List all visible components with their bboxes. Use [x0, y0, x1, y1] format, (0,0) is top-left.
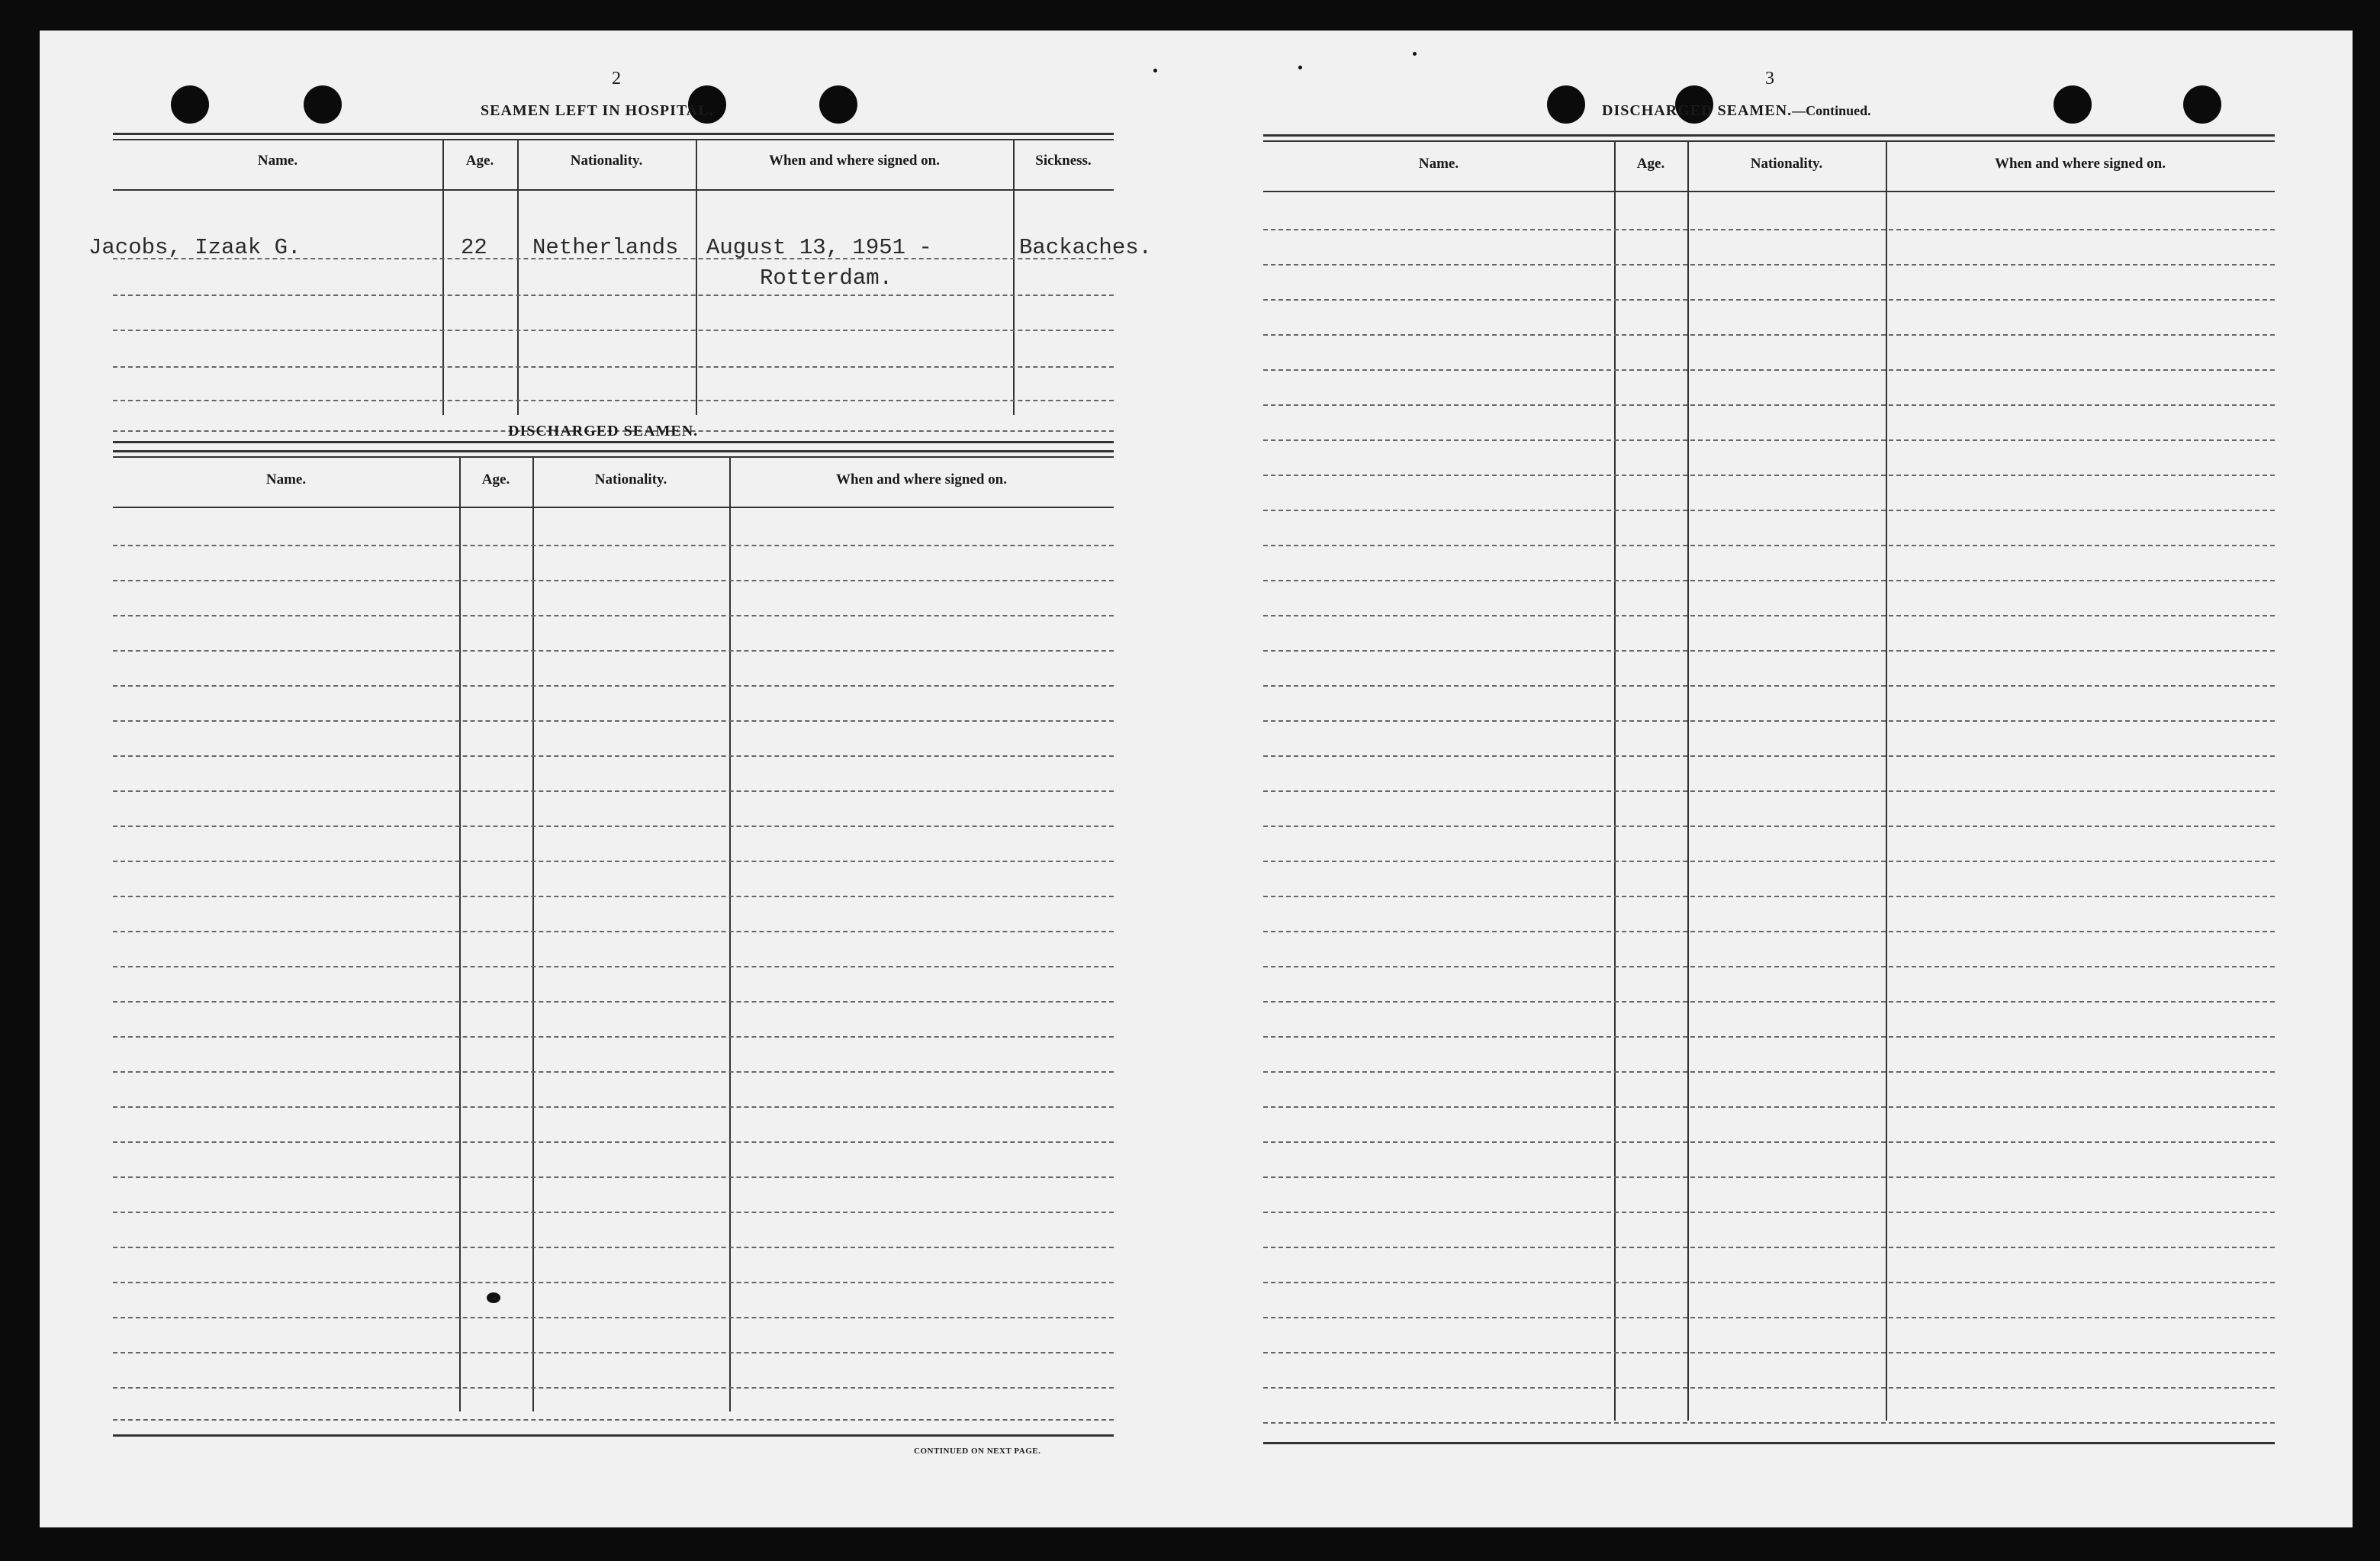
- column-header: Age.: [481, 472, 510, 488]
- discharged-table-left: [113, 450, 1114, 1439]
- entry-nationality: Netherlands: [532, 235, 679, 260]
- column-header: Nationality.: [570, 153, 643, 169]
- entry-signed-on-date: August 13, 1951 -: [706, 235, 932, 260]
- speck: [1298, 66, 1302, 69]
- entry-age: 22: [461, 235, 487, 260]
- column-header: Age.: [1636, 156, 1665, 172]
- discharged-table-right: [1263, 134, 2275, 1447]
- column-header: Nationality.: [594, 472, 667, 488]
- speck: [1153, 69, 1157, 72]
- column-header: Name.: [265, 472, 307, 488]
- punch-hole: [2183, 85, 2221, 124]
- speck: [1413, 52, 1417, 56]
- column-header: Name.: [1418, 156, 1459, 172]
- column-header: Nationality.: [1750, 156, 1823, 172]
- punch-hole: [2054, 85, 2092, 124]
- punch-hole: [1547, 85, 1585, 124]
- column-header: Name.: [257, 153, 298, 169]
- ledger-sheet: [40, 31, 2353, 1527]
- punch-hole: [819, 85, 857, 124]
- punch-hole: [304, 85, 342, 124]
- section-title-discharged: DISCHARGED SEAMEN.: [508, 423, 699, 439]
- entry-name: Jacobs, Izaak G.: [88, 235, 301, 260]
- section-title-discharged-continued: [1602, 102, 1871, 120]
- continued-note: CONTINUED ON NEXT PAGE.: [914, 1447, 1041, 1456]
- page-number: 3: [1765, 69, 1774, 89]
- page-number: 2: [612, 69, 621, 89]
- section-title-suffix: —Continued.: [1792, 103, 1871, 118]
- section-title-text: DISCHARGED SEAMEN.: [1602, 102, 1793, 119]
- column-header: When and where signed on.: [835, 472, 1007, 488]
- section-title-hospital: SEAMEN LEFT IN HOSPITAL.: [481, 102, 714, 119]
- column-header: When and where signed on.: [768, 153, 940, 169]
- column-header: When and where signed on.: [1994, 156, 2166, 172]
- column-header: Age.: [465, 153, 494, 169]
- hospital-table: [88, 133, 1153, 446]
- column-header: Sickness.: [1035, 153, 1092, 169]
- entry-sickness: Backaches.: [1019, 235, 1153, 260]
- punch-hole: [171, 85, 209, 124]
- entry-signed-on-place: Rotterdam.: [760, 266, 893, 291]
